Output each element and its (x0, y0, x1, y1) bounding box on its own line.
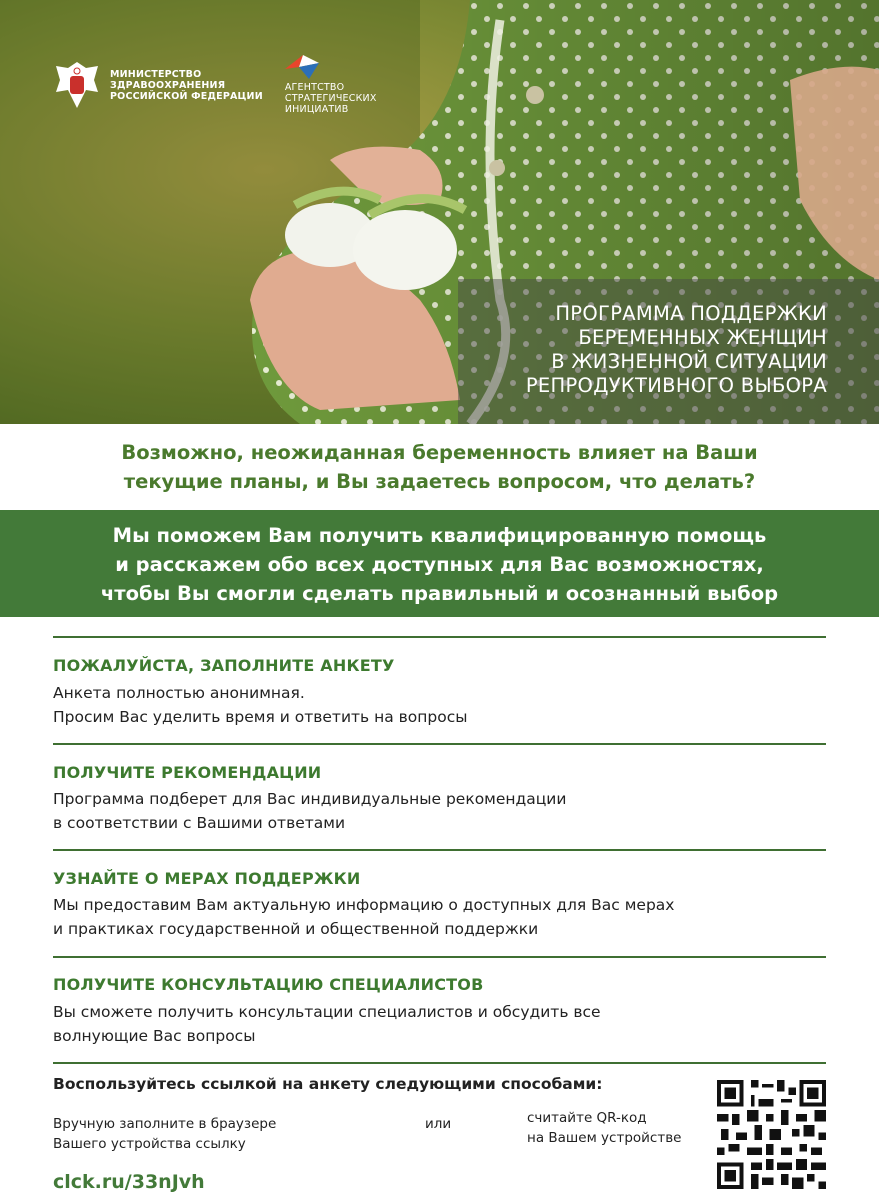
agency-logo (285, 55, 377, 115)
section-title: ПОЛУЧИТЕ КОНСУЛЬТАЦИЮ СПЕЦИАЛИСТОВ (53, 975, 484, 994)
divider (53, 1062, 826, 1064)
section-title: ПОЛУЧИТЕ РЕКОМЕНДАЦИИ (53, 763, 322, 782)
qr-instruction: считайте QR-код на Вашем устройстве (527, 1110, 682, 1146)
eagle-emblem-icon (52, 58, 102, 112)
logo-row (52, 55, 377, 115)
section-title: УЗНАЙТЕ О МЕРАХ ПОДДЕРЖКИ (53, 869, 361, 888)
divider (53, 743, 826, 745)
survey-link[interactable]: clck.ru/33nJvh (53, 1171, 205, 1193)
section-body: Анкета полностью анонимная. Просим Вас уделить время и ответить на вопросы (53, 684, 468, 726)
section-body: Вы сможете получить консультации специалистов и обсудить все волнующие Вас вопросы (53, 1003, 601, 1045)
browser-instruction: Вручную заполните в браузере Вашего устройства ссылку (53, 1116, 277, 1152)
qr-code-icon[interactable] (717, 1080, 826, 1189)
ministry-logo (52, 55, 263, 115)
program-title: ПРОГРАММА ПОДДЕРЖКИ БЕРЕМЕННЫХ ЖЕНЩИН В ЖИЗНЕННОЙ СИТУАЦИИ РЕПРОДУКТИВНОГО ВЫБОРА (525, 302, 827, 397)
or-label: или (425, 1116, 452, 1132)
agency-name: АГЕНТСТВО СТРАТЕГИЧЕСКИХ ИНИЦИАТИВ (284, 82, 377, 115)
divider (53, 849, 826, 851)
section-body: Программа подберет для Вас индивидуальные рекомендации в соответствии с Вашими ответами (53, 790, 567, 832)
divider (53, 956, 826, 958)
band-text: Мы поможем Вам получить квалифицированную помощь и расскажем обо всех доступных для Вас возможностях, чтобы Вы смогли сделать правильный и осознанный выбор (100, 524, 779, 605)
section-title: ПОЖАЛУЙСТА, ЗАПОЛНИТЕ АНКЕТУ (53, 656, 395, 675)
lead-question: Возможно, неожиданная беременность влияет на Ваши текущие планы, и Вы задаетесь вопросом, что делать? (121, 441, 758, 493)
section-body: Мы предоставим Вам актуальную информацию о доступных для Вас мерах и практиках государственной и общественной поддержки (53, 896, 675, 938)
divider (53, 636, 826, 638)
agency-mark-icon (285, 55, 325, 79)
usage-heading: Воспользуйтесь ссылкой на анкету следующими способами: (53, 1075, 603, 1093)
ministry-name: МИНИСТЕРСТВО ЗДРАВООХРАНЕНИЯ РОССИЙСКОЙ ФЕДЕРАЦИИ (110, 68, 263, 102)
